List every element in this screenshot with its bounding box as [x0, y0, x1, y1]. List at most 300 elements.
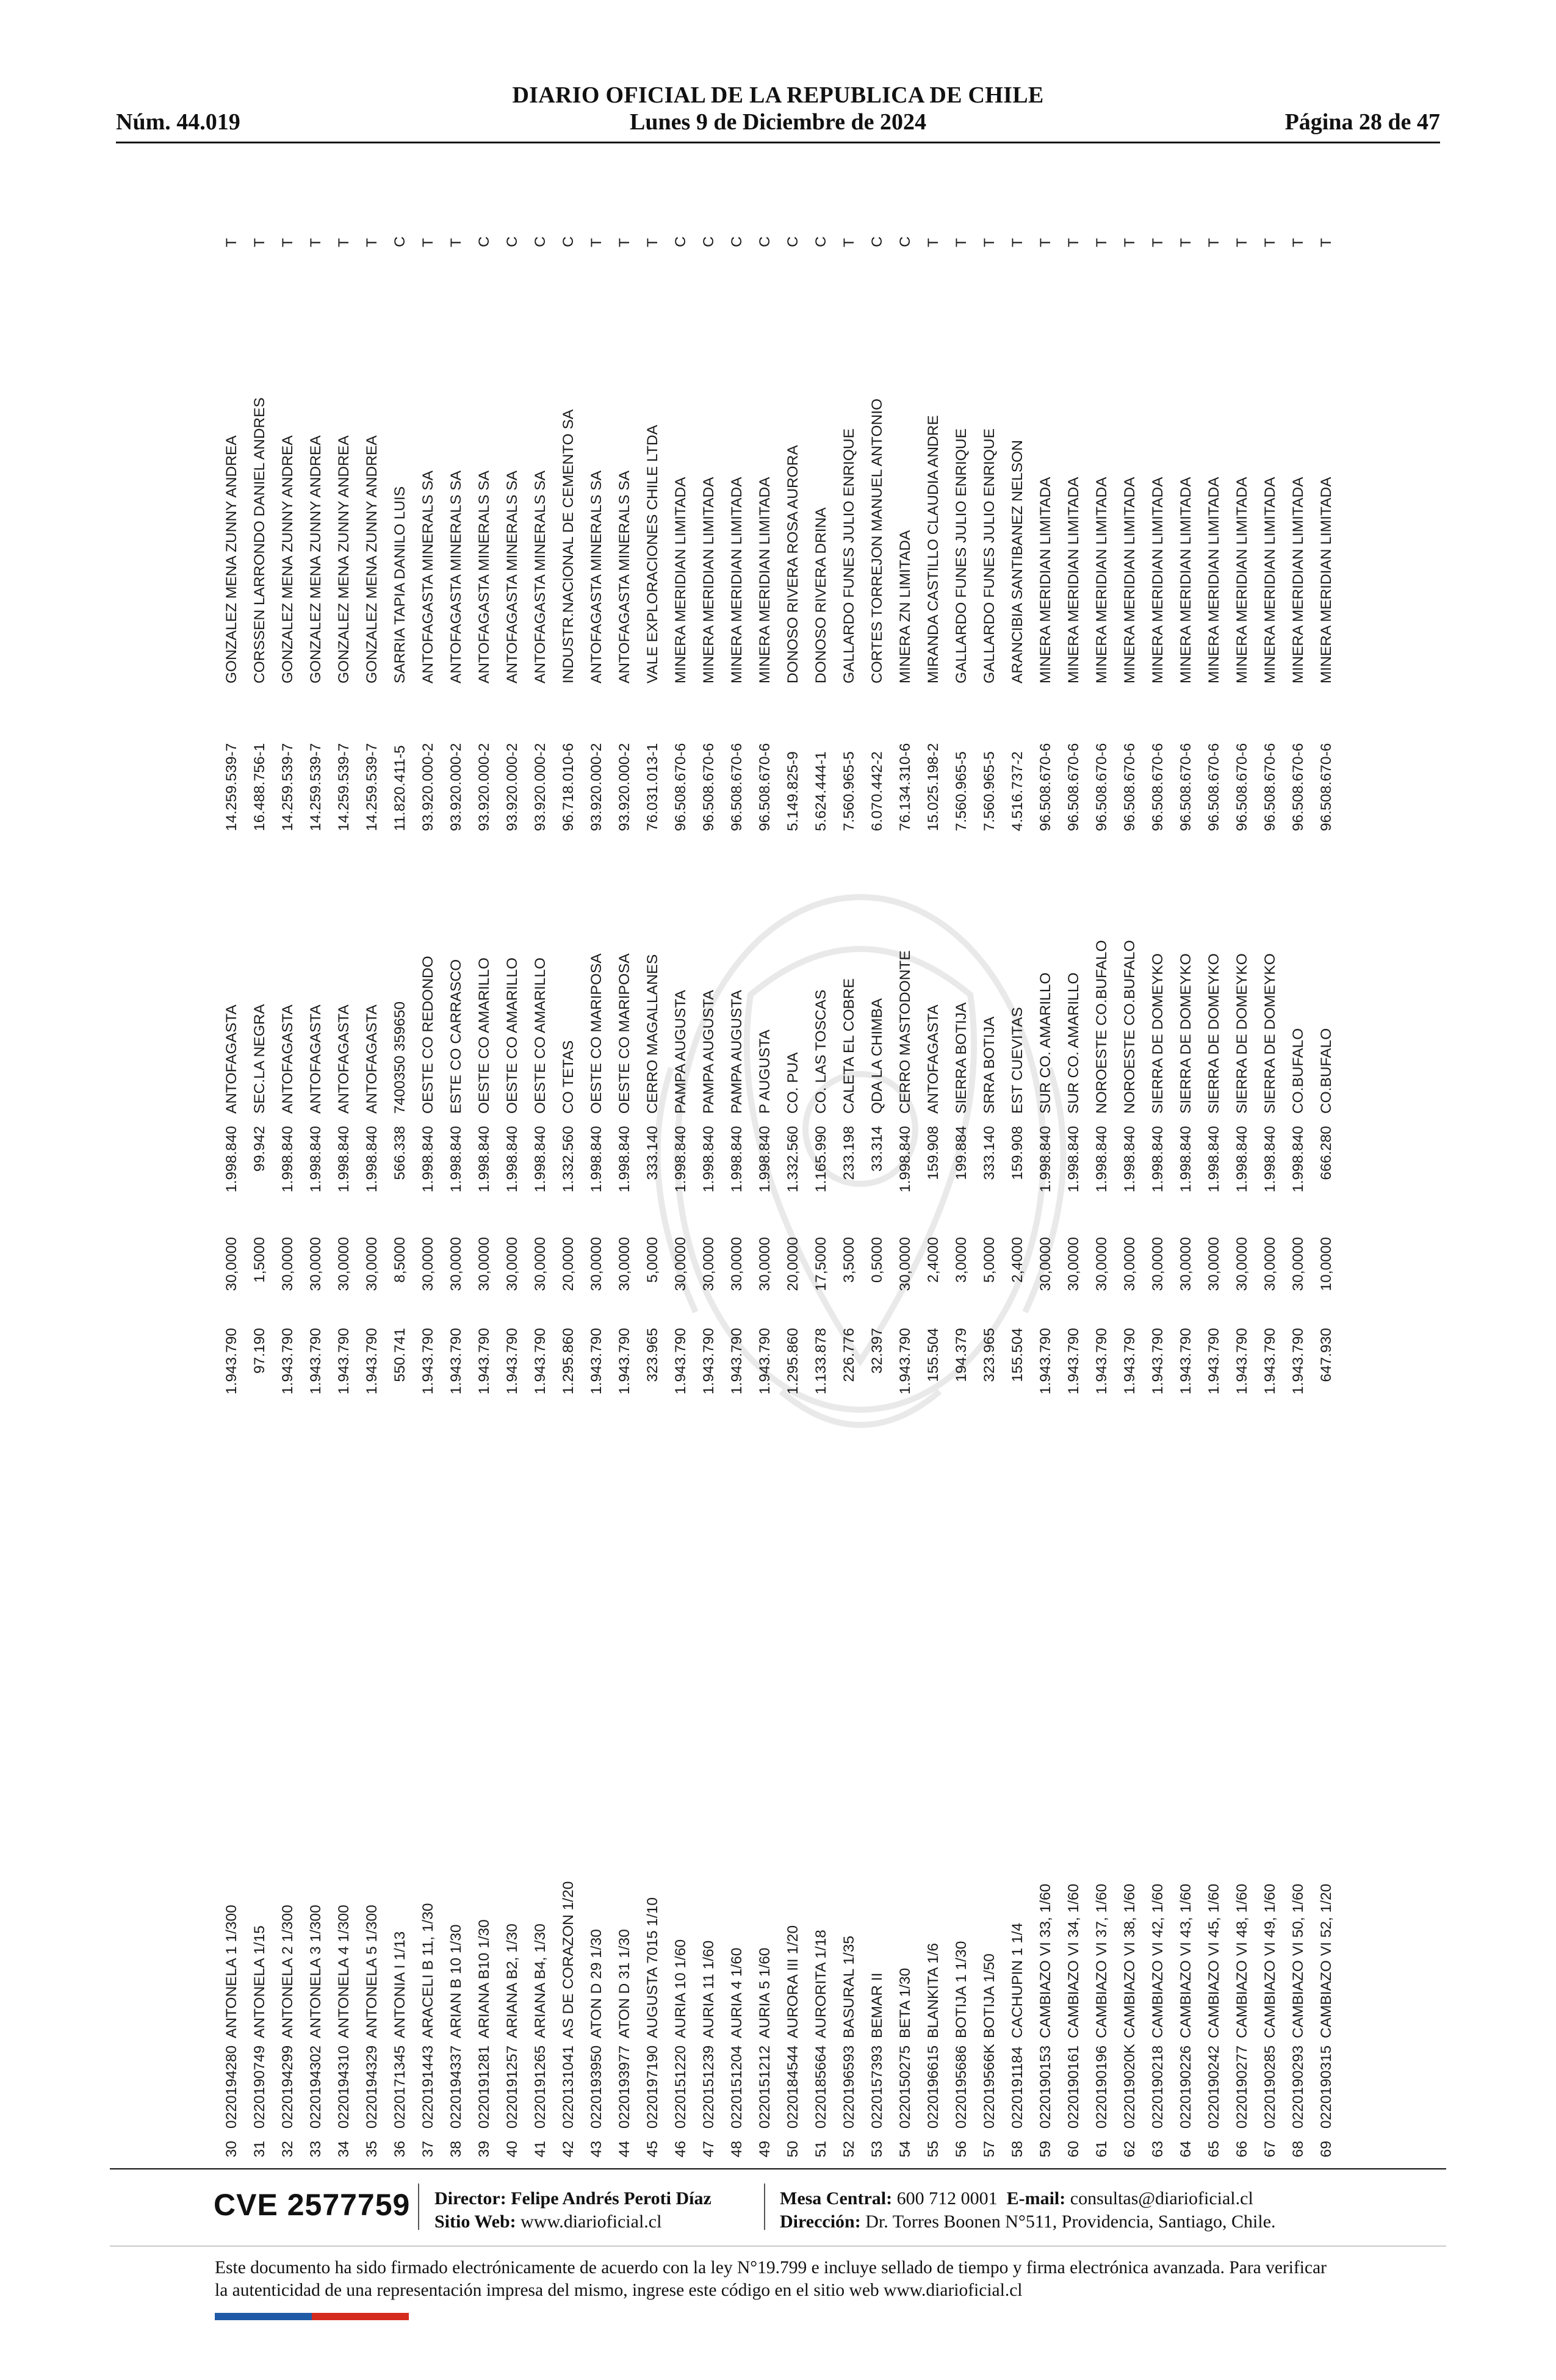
value-a: 155.504	[1009, 1328, 1026, 1382]
value-a: 1.295.860	[560, 1328, 577, 1394]
location: SRRA BOTIJA	[981, 1016, 998, 1114]
value-c: 1.998.840	[588, 1126, 605, 1192]
value-b: 30,0000	[1065, 1237, 1082, 1291]
location: OESTE CO AMARILLO	[476, 957, 492, 1114]
rol-number: 0220194310	[336, 2045, 352, 2129]
value-b: 3,0000	[953, 1237, 970, 1283]
value-a: 1.943.790	[1206, 1328, 1222, 1394]
location: CO. PUA	[785, 1052, 801, 1114]
concession-name: ARIANA B2, 1/30	[504, 1924, 520, 2038]
rut: 96.508.670-6	[1037, 743, 1054, 831]
value-a: 1.943.790	[308, 1328, 324, 1394]
location: CERRO MASTODONTE	[897, 950, 913, 1114]
owner: MINERA MERIDIAN LIMITADA	[1234, 477, 1250, 683]
footer-separator	[418, 2183, 419, 2230]
location: SIERRA DE DOMEYKO	[1206, 953, 1222, 1114]
owner: MINERA MERIDIAN LIMITADA	[1150, 477, 1166, 683]
concession-name: ARIANA B10 1/30	[476, 1919, 492, 2038]
value-a: 1.943.790	[448, 1328, 464, 1394]
rol-number: 0220197190	[644, 2045, 661, 2129]
value-b: 30,0000	[504, 1237, 520, 1291]
value-a: 1.943.790	[223, 1328, 240, 1394]
rol-number: 0220184544	[785, 2045, 801, 2129]
rol-number: 0220151204	[729, 2045, 745, 2129]
location: SIERRA DE DOMEYKO	[1178, 953, 1194, 1114]
value-a: 647.930	[1318, 1328, 1334, 1382]
rol-number: 0220190293	[1290, 2045, 1306, 2129]
value-a: 1.943.790	[729, 1328, 745, 1394]
value-b: 30,0000	[1037, 1237, 1054, 1291]
value-a: 194.379	[953, 1328, 970, 1382]
value-a: 1.943.790	[532, 1328, 549, 1394]
class-code: T	[953, 238, 970, 247]
rol-number: 0220190277	[1234, 2045, 1250, 2129]
value-a: 1.943.790	[757, 1328, 773, 1394]
value-c: 1.998.840	[1234, 1126, 1250, 1192]
class-code: C	[785, 236, 801, 247]
value-a: 1.943.790	[1262, 1328, 1278, 1394]
owner: DONOSO RIVERA ROSA AURORA	[785, 445, 801, 683]
row-index: 67	[1262, 2141, 1278, 2158]
table-row	[611, 220, 639, 2166]
value-c: 333.140	[644, 1126, 661, 1180]
concession-name: BOTIJA 1/50	[981, 1953, 998, 2038]
value-b: 30,0000	[1150, 1237, 1166, 1291]
concession-name: AURORA III 1/20	[785, 1925, 801, 2038]
location: EST CUEVITAS	[1009, 1007, 1026, 1114]
rol-number: 0220191257	[504, 2045, 520, 2129]
rut: 93.920.000-2	[476, 743, 492, 831]
rol-number: 0220191443	[420, 2045, 436, 2129]
rol-number: 0220190196	[1093, 2045, 1110, 2129]
value-c: 1.998.840	[1065, 1126, 1082, 1192]
value-c: 1.998.840	[364, 1126, 380, 1192]
location: OESTE CO AMARILLO	[532, 957, 549, 1114]
rut: 96.508.670-6	[757, 743, 773, 831]
value-b: 30,0000	[1262, 1237, 1278, 1291]
location: ANTOFAGASTA	[336, 1004, 352, 1114]
row-index: 63	[1150, 2141, 1166, 2158]
value-c: 1.998.840	[336, 1126, 352, 1192]
class-code: T	[925, 238, 942, 247]
row-index: 37	[420, 2141, 436, 2158]
row-index: 47	[701, 2141, 717, 2158]
flag-stripe-blue	[215, 2313, 312, 2320]
class-code: T	[1178, 238, 1194, 247]
value-a: 1.943.790	[1093, 1328, 1110, 1394]
value-a: 1.943.790	[1065, 1328, 1082, 1394]
owner: ANTOFAGASTA MINERALS SA	[476, 471, 492, 683]
class-code: T	[336, 238, 352, 247]
row-index: 42	[560, 2141, 577, 2158]
rol-number: 0220185664	[813, 2045, 829, 2129]
owner: ANTOFAGASTA MINERALS SA	[448, 471, 464, 683]
cve-code: CVE 2577759	[214, 2188, 411, 2222]
value-a: 1.943.790	[1122, 1328, 1138, 1394]
table-row	[807, 220, 835, 2166]
location: ANTOFAGASTA	[223, 1004, 240, 1114]
location: ANTOFAGASTA	[925, 1004, 942, 1114]
concession-name: AURORITA 1/18	[813, 1930, 829, 2038]
page-header	[116, 72, 1440, 151]
rut: 93.920.000-2	[420, 743, 436, 831]
rol-number: 0220190315	[1318, 2045, 1334, 2129]
location: CO.BUFALO	[1318, 1028, 1334, 1114]
concession-name: ATON D 31 1/30	[616, 1929, 633, 2038]
rut: 16.488.756-1	[251, 743, 268, 831]
row-index: 49	[757, 2141, 773, 2158]
row-index: 66	[1234, 2141, 1250, 2158]
concession-name: ANTONELA 1 1/300	[223, 1905, 240, 2038]
row-index: 48	[729, 2141, 745, 2158]
issue-number: Núm. 44.019	[116, 109, 240, 135]
table-row	[639, 220, 667, 2166]
owner: GALLARDO FUNES JULIO ENRIQUE	[841, 428, 857, 683]
class-code: T	[1290, 238, 1306, 247]
owner: SARRIA TAPIA DANILO LUIS	[392, 486, 408, 683]
value-c: 1.332.560	[785, 1126, 801, 1192]
director-block	[434, 2187, 711, 2234]
value-a: 32.397	[869, 1328, 885, 1374]
value-b: 30,0000	[476, 1237, 492, 1291]
value-b: 30,0000	[616, 1237, 633, 1291]
rol-number: 022019020K	[1122, 2044, 1138, 2129]
concession-name: BASURAL 1/35	[841, 1936, 857, 2038]
table-row	[948, 220, 976, 2166]
class-code: T	[981, 238, 998, 247]
row-index: 32	[279, 2141, 296, 2158]
location: SEC.LA NEGRA	[251, 1004, 268, 1114]
rut: 76.031.013-1	[644, 743, 661, 831]
value-c: 333.140	[981, 1126, 998, 1180]
table-row	[583, 220, 611, 2166]
email-link[interactable]: consultas@diarioficial.cl	[1070, 2188, 1253, 2209]
value-c: 1.998.840	[1206, 1126, 1222, 1192]
rut: 96.508.670-6	[1318, 743, 1334, 831]
row-index: 69	[1318, 2141, 1334, 2158]
row-index: 54	[897, 2141, 913, 2158]
location: QDA LA CHIMBA	[869, 998, 885, 1114]
value-c: 1.998.840	[1037, 1126, 1054, 1192]
footer-divider	[110, 2168, 1446, 2169]
value-b: 5,0000	[981, 1237, 998, 1283]
table-row	[1088, 220, 1116, 2166]
value-a: 1.943.790	[1150, 1328, 1166, 1394]
rut: 96.508.670-6	[701, 743, 717, 831]
value-c: 1.332.560	[560, 1126, 577, 1192]
value-a: 1.943.790	[1178, 1328, 1194, 1394]
rol-number: 0220194329	[364, 2045, 380, 2129]
phone-label: Mesa Central:	[780, 2188, 893, 2209]
rut: 93.920.000-2	[504, 743, 520, 831]
value-c: 1.998.840	[1093, 1126, 1110, 1192]
value-a: 1.943.790	[1290, 1328, 1306, 1394]
value-a: 1.943.790	[897, 1328, 913, 1394]
value-c: 1.998.840	[701, 1126, 717, 1192]
rol-number: 0220131041	[560, 2045, 577, 2129]
value-c: 1.998.840	[1122, 1126, 1138, 1192]
value-b: 3,5000	[841, 1237, 857, 1283]
value-c: 1.998.840	[1290, 1126, 1306, 1192]
value-b: 30,0000	[308, 1237, 324, 1291]
table-row	[779, 220, 807, 2166]
rol-number: 0220194302	[308, 2045, 324, 2129]
table-row	[695, 220, 723, 2166]
value-c: 1.998.840	[476, 1126, 492, 1192]
location: ANTOFAGASTA	[364, 1004, 380, 1114]
value-a: 1.943.790	[420, 1328, 436, 1394]
value-a: 1.943.790	[588, 1328, 605, 1394]
concession-name: AURIA 4 1/60	[729, 1947, 745, 2038]
class-code: T	[364, 238, 380, 247]
value-b: 30,0000	[588, 1237, 605, 1291]
rol-number: 0220196615	[925, 2045, 942, 2129]
concession-name: ATON D 29 1/30	[588, 1929, 605, 2038]
row-index: 39	[476, 2141, 492, 2158]
value-b: 1,5000	[251, 1237, 268, 1283]
value-c: 199.884	[953, 1126, 970, 1180]
row-index: 61	[1093, 2141, 1110, 2158]
class-code: C	[392, 236, 408, 247]
owner: MINERA MERIDIAN LIMITADA	[1037, 477, 1054, 683]
value-c: 1.998.840	[223, 1126, 240, 1192]
rut: 96.508.670-6	[1122, 743, 1138, 831]
table-row	[751, 220, 779, 2166]
value-b: 10,0000	[1318, 1237, 1334, 1291]
location: NOROESTE CO.BUFALO	[1093, 940, 1110, 1114]
row-index: 62	[1122, 2141, 1138, 2158]
owner: VALE EXPLORACIONES CHILE LTDA	[644, 425, 661, 683]
class-code: T	[1318, 238, 1334, 247]
row-index: 41	[532, 2141, 549, 2158]
table-row	[1004, 220, 1032, 2166]
rut: 96.508.670-6	[1150, 743, 1166, 831]
row-index: 58	[1009, 2141, 1026, 2158]
table-row	[386, 220, 414, 2166]
rut: 96.718.010-6	[560, 743, 577, 831]
rut: 14.259.539-7	[308, 743, 324, 831]
footer-separator	[764, 2183, 765, 2230]
value-c: 666.280	[1318, 1126, 1334, 1180]
rut: 96.508.670-6	[1234, 743, 1250, 831]
class-code: C	[560, 236, 577, 247]
value-c: 1.998.840	[308, 1126, 324, 1192]
rut: 96.508.670-6	[1262, 743, 1278, 831]
row-index: 44	[616, 2141, 633, 2158]
value-b: 30,0000	[420, 1237, 436, 1291]
owner: ANTOFAGASTA MINERALS SA	[532, 471, 549, 683]
table-row	[414, 220, 442, 2166]
class-code: C	[897, 236, 913, 247]
row-index: 68	[1290, 2141, 1306, 2158]
row-index: 40	[504, 2141, 520, 2158]
row-index: 60	[1065, 2141, 1082, 2158]
rol-number: 0220190218	[1150, 2045, 1166, 2129]
value-c: 1.998.840	[672, 1126, 689, 1192]
concession-name: CAMBIAZO VI 38, 1/60	[1122, 1883, 1138, 2038]
table-row	[1256, 220, 1284, 2166]
row-index: 43	[588, 2141, 605, 2158]
concession-name: AURIA 11 1/60	[701, 1940, 717, 2038]
rut: 11.820.411-5	[392, 745, 408, 831]
owner: CORSSEN LARRONDO DANIEL ANDRES	[251, 397, 268, 683]
value-a: 323.965	[981, 1328, 998, 1382]
location: SIERRA DE DOMEYKO	[1234, 953, 1250, 1114]
owner: MINERA MERIDIAN LIMITADA	[1065, 477, 1082, 683]
table-row	[1032, 220, 1060, 2166]
class-code: T	[223, 238, 240, 247]
class-code: C	[813, 236, 829, 247]
location: CALETA EL COBRE	[841, 978, 857, 1114]
rol-number: 0220191281	[476, 2045, 492, 2129]
row-index: 59	[1037, 2141, 1054, 2158]
value-b: 30,0000	[336, 1237, 352, 1291]
location: CO. LAS TOSCAS	[813, 989, 829, 1114]
table-row	[1228, 220, 1256, 2166]
page-number: Página 28 de 47	[1284, 109, 1440, 135]
value-b: 30,0000	[757, 1237, 773, 1291]
rol-number: 0220190749	[251, 2045, 268, 2129]
value-a: 1.943.790	[1037, 1328, 1054, 1394]
class-code: T	[1122, 238, 1138, 247]
class-code: C	[504, 236, 520, 247]
concession-name: ANTONELA 4 1/300	[336, 1905, 352, 2038]
location: SIERRA BOTIJA	[953, 1002, 970, 1114]
owner: GONZALEZ MENA ZUNNY ANDREA	[279, 435, 296, 683]
row-index: 35	[364, 2141, 380, 2158]
owner: MINERA MERIDIAN LIMITADA	[1206, 477, 1222, 683]
rut: 96.508.670-6	[729, 743, 745, 831]
value-a: 1.295.860	[785, 1328, 801, 1394]
table-row	[723, 220, 751, 2166]
row-index: 46	[672, 2141, 689, 2158]
rut: 5.149.825-9	[785, 751, 801, 831]
concession-name: CAMBIAZO VI 50, 1/60	[1290, 1883, 1306, 2038]
rut: 14.259.539-7	[364, 743, 380, 831]
rol-number: 0220151239	[701, 2045, 717, 2129]
owner: MINERA MERIDIAN LIMITADA	[1262, 477, 1278, 683]
rut: 6.070.442-2	[869, 751, 885, 831]
value-b: 30,0000	[672, 1237, 689, 1291]
value-b: 30,0000	[448, 1237, 464, 1291]
row-index: 57	[981, 2141, 998, 2158]
rut: 76.134.310-6	[897, 743, 913, 831]
class-code: T	[279, 238, 296, 247]
value-b: 30,0000	[223, 1237, 240, 1291]
row-index: 55	[925, 2141, 942, 2158]
rut: 93.920.000-2	[616, 743, 633, 831]
rol-number: 0220190242	[1206, 2045, 1222, 2129]
value-b: 30,0000	[532, 1237, 549, 1291]
class-code: T	[1262, 238, 1278, 247]
rol-number: 0220195686	[953, 2045, 970, 2129]
value-c: 1.998.840	[1178, 1126, 1194, 1192]
class-code: T	[1206, 238, 1222, 247]
owner: MINERA MERIDIAN LIMITADA	[701, 477, 717, 683]
rut: 14.259.539-7	[223, 743, 240, 831]
row-index: 36	[392, 2141, 408, 2158]
location: PAMPA AUGUSTA	[672, 990, 689, 1114]
value-c: 1.998.840	[532, 1126, 549, 1192]
table-row	[1313, 220, 1341, 2166]
rut: 14.259.539-7	[279, 743, 296, 831]
row-index: 52	[841, 2141, 857, 2158]
concession-name: CAMBIAZO VI 45, 1/60	[1206, 1883, 1222, 2038]
email-label: E-mail:	[1006, 2188, 1066, 2209]
class-code: T	[448, 238, 464, 247]
table-row	[1144, 220, 1172, 2166]
value-a: 323.965	[644, 1328, 661, 1382]
concession-name: CAMBIAZO VI 49, 1/60	[1262, 1883, 1278, 2038]
concession-name: CAMBIAZO VI 42, 1/60	[1150, 1883, 1166, 2038]
rol-number: 0220194337	[448, 2045, 464, 2129]
value-a: 1.943.790	[364, 1328, 380, 1394]
value-a: 1.133.878	[813, 1328, 829, 1394]
concession-name: BETA 1/30	[897, 1967, 913, 2038]
table-row	[442, 220, 470, 2166]
location: CO.BUFALO	[1290, 1028, 1306, 1114]
value-c: 233.198	[841, 1126, 857, 1180]
rut: 7.560.965-5	[953, 751, 970, 831]
row-index: 64	[1178, 2141, 1194, 2158]
concession-name: ANTONELA 5 1/300	[364, 1905, 380, 2038]
concession-name: CAMBIAZO VI 48, 1/60	[1234, 1883, 1250, 2038]
legal-notice: Este documento ha sido firmado electrónicamente de acuerdo con la ley N°19.799 e incluye sellado de tiempo y firma electrónica avanzada. Para verificar la autenticidad de una representación impresa del mismo, ingrese este código en el sitio web www.diarioficial.cl	[215, 2258, 1327, 2300]
row-index: 45	[644, 2141, 661, 2158]
value-c: 1.998.840	[1150, 1126, 1166, 1192]
value-c: 1.998.840	[448, 1126, 464, 1192]
value-a: 1.943.790	[616, 1328, 633, 1394]
value-a: 1.943.790	[279, 1328, 296, 1394]
owner: MINERA ZN LIMITADA	[897, 530, 913, 683]
owner: CORTES TORREJON MANUEL ANTONIO	[869, 398, 885, 683]
owner: GALLARDO FUNES JULIO ENRIQUE	[953, 428, 970, 683]
class-code: T	[1065, 238, 1082, 247]
owner: MINERA MERIDIAN LIMITADA	[1290, 477, 1306, 683]
location: OESTE CO AMARILLO	[504, 957, 520, 1114]
issue-date: Lunes 9 de Diciembre de 2024	[630, 109, 926, 135]
class-code: C	[672, 236, 689, 247]
table-row	[470, 220, 499, 2166]
rol-number: 0220196593	[841, 2045, 857, 2129]
owner: ARANCIBIA SANTIBANEZ NELSON	[1009, 440, 1026, 683]
value-b: 8,5000	[392, 1237, 408, 1283]
class-code: T	[308, 238, 324, 247]
rut: 96.508.670-6	[672, 743, 689, 831]
rol-number: 0220191184	[1009, 2046, 1026, 2129]
row-index: 53	[869, 2141, 885, 2158]
director-label: Director:	[434, 2188, 506, 2209]
owner: GONZALEZ MENA ZUNNY ANDREA	[223, 435, 240, 683]
table-row	[667, 220, 695, 2166]
director-name: Felipe Andrés Peroti Díaz	[511, 2188, 711, 2209]
concession-name: CAMBIAZO VI 33, 1/60	[1037, 1883, 1054, 2038]
location: SUR CO. AMARILLO	[1037, 972, 1054, 1114]
rut: 4.516.737-2	[1009, 751, 1026, 831]
location: ANTOFAGASTA	[308, 1004, 324, 1114]
location: CO TETAS	[560, 1040, 577, 1114]
owner: GONZALEZ MENA ZUNNY ANDREA	[336, 435, 352, 683]
value-b: 30,0000	[1178, 1237, 1194, 1291]
website-link[interactable]: www.diarioficial.cl	[520, 2212, 662, 2232]
rol-number: 0220193977	[616, 2045, 633, 2129]
value-c: 1.998.840	[420, 1126, 436, 1192]
rut: 15.025.198-2	[925, 743, 942, 831]
row-index: 38	[448, 2141, 464, 2158]
flag-stripe	[215, 2313, 409, 2320]
owner: MINERA MERIDIAN LIMITADA	[757, 477, 773, 683]
rol-number: 0220191265	[532, 2045, 549, 2129]
